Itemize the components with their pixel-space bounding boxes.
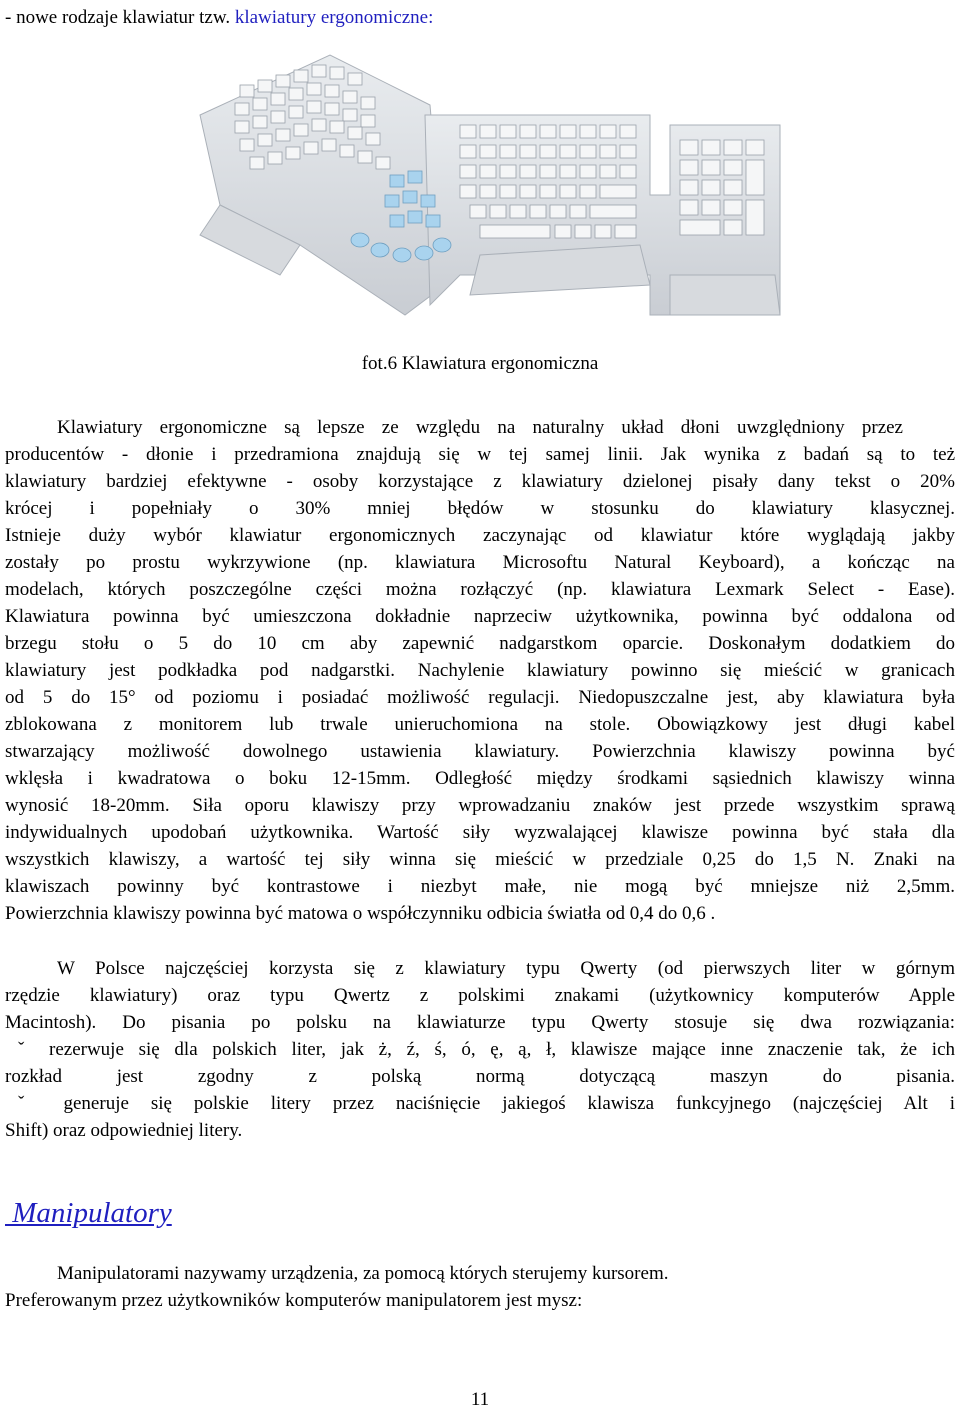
text-line: wynosić 18-20mm. Siła oporu klawiszy przy wprowadzaniu znaków jest przede wszystkim sprawą — [5, 795, 955, 816]
text-line: Istnieje duży wybór klawiatur ergonomicznych zaczynając od klawiatur które wyglądają jakby — [5, 525, 955, 546]
text-line: W Polsce najczęściej korzysta się z klawiatury typu Qwerty (od pierwszych liter w górnym — [57, 958, 955, 979]
text-line: Macintosh). Do pisania po polsku na klawiaturze typu Qwerty stosuje się dwa rozwiązania: — [5, 1012, 955, 1033]
text-line: Manipulatorami nazywamy urządzenia, za pomocą których sterujemy kursorem. — [57, 1263, 669, 1284]
intro-link[interactable]: klawiatury ergonomiczne: — [234, 7, 434, 28]
text-line: Shift) oraz odpowiedniej litery. — [5, 1120, 243, 1141]
text-line: Klawiatura powinna być umieszczona dokładnie naprzeciw użytkownika, powinna być oddalona od — [5, 606, 955, 627]
text-line: ˇ generuje się polskie litery przez naciśnięcie jakiegoś klawisza funkcyjnego (najczęściej Alt i — [18, 1093, 955, 1114]
text-line: zblokowana z monitorem lub trwale unieruchomiona na stole. Obowiązkowy jest długi kabel — [5, 714, 955, 735]
text-line: producentów - dłonie i przedramiona znajdują się w tej samej linii. Jak wynika z badań są to też — [5, 444, 955, 465]
text-line: ˇ rezerwuje się dla polskich liter, jak ż, ź, ś, ó, ę, ą, ł, klawisze mające inne znaczenie tak, że ich — [18, 1039, 955, 1060]
text-line: brzegu stołu o 5 do 10 cm aby zapewnić nadgarstkom oparcie. Doskonałym dodatkiem do — [5, 633, 955, 654]
text-line: klawiatury jest podkładka pod nadgarstki. Nachylenie klawiatury powinno się mieścić w granicach — [5, 660, 955, 681]
text-line: rzędzie klawiatury) oraz typu Qwertz z polskimi znakami (użytkownicy komputerów Apple — [5, 985, 955, 1006]
ergonomic-keyboard-image — [180, 45, 790, 335]
section-heading-manipulatory[interactable]: Manipulatory — [5, 1197, 172, 1229]
figure-caption: fot.6 Klawiatura ergonomiczna — [361, 353, 599, 374]
text-line: modelach, których poszczególne części można rozłączyć (np. klawiatura Lexmark Select - Ease). — [5, 579, 955, 600]
text-line: wszystkich klawiszy, a wartość tej siły winna się mieścić w przedziale 0,25 do 1,5 N. Znaki na — [5, 849, 955, 870]
page-number: 11 — [470, 1389, 490, 1410]
text-line: stwarzający możliwość dowolnego ustawienia klawiatury. Powierzchnia klawiszy powinna być — [5, 741, 955, 762]
text-line: Powierzchnia klawiszy powinna być matowa o współczynniku odbicia światła od 0,4 do 0,6 . — [5, 903, 716, 924]
text-line: krócej i popełniały o 30% mniej błędów w stosunku do klawiatury klasycznej. — [5, 498, 955, 519]
text-line: Klawiatury ergonomiczne są lepsze ze względu na naturalny układ dłoni uwzględniony przez — [57, 417, 903, 438]
text-line: indywidualnych upodobań użytkownika. Wartość siły wyzwalającej klawisze powinna być stała dla — [5, 822, 955, 843]
text-line: od 5 do 15° od poziomu i posiadać możliwość regulacji. Niedopuszczalne jest, aby klawiatura była — [5, 687, 955, 708]
text-line: Preferowanym przez użytkowników komputerów manipulatorem jest mysz: — [5, 1290, 583, 1311]
text-line: wklęsła i kwadratowa o boku 12-15mm. Odległość między środkami sąsiednich klawiszy winna — [5, 768, 955, 789]
text-line: rozkład jest zgodny z polską normą dotyczącą maszyn do pisania. — [5, 1066, 955, 1087]
text-line: klawiszach powinny być kontrastowe i niezbyt małe, nie mogą być mniejsze niż 2,5mm. — [5, 876, 955, 897]
intro-prefix: - nowe rodzaje klawiatur tzw. — [5, 7, 235, 28]
intro-line — [5, 4, 433, 31]
text-line: zostały po prostu wykrzywione (np. klawiatura Microsoftu Natural Keyboard), a kończąc na — [5, 552, 955, 573]
text-line: klawiatury bardziej efektywne - osoby korzystające z klawiatury dzielonej pisały dany tekst o 20% — [5, 471, 955, 492]
